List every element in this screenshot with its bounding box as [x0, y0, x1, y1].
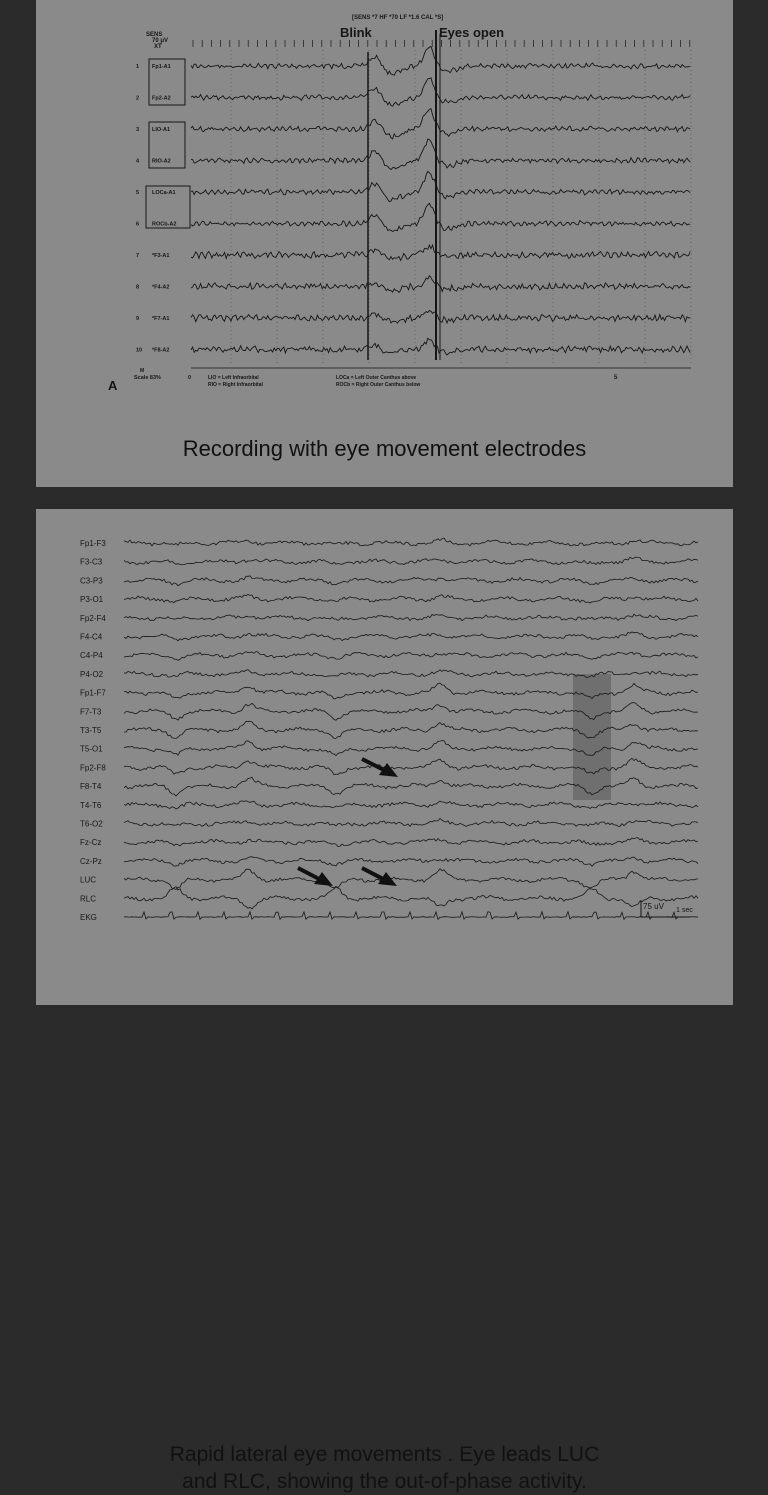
eeg-trace — [124, 887, 698, 909]
slide-caption — [36, 1441, 733, 1495]
channel-number: 10 — [136, 347, 143, 354]
eeg-trace — [124, 632, 698, 641]
channel-number: 6 — [136, 221, 140, 228]
channel-label: F8-T4 — [80, 782, 102, 792]
calibration-time: 1 sec — [676, 907, 693, 914]
channel-label: F4-C4 — [80, 632, 103, 642]
eeg-trace — [191, 109, 690, 139]
channel-label: T6-O2 — [80, 819, 103, 829]
eeg-trace — [124, 869, 698, 890]
time-tick-row — [193, 40, 690, 47]
channel-number: 7 — [136, 253, 140, 259]
eeg-trace — [191, 338, 690, 355]
channel-label: *F3-A1 — [152, 253, 170, 259]
channel-label: Fp1-A1 — [152, 64, 171, 70]
eeg-traces — [191, 47, 690, 355]
calibration-amplitude: 75 uV — [643, 902, 664, 911]
channel-label: P4-O2 — [80, 669, 104, 679]
channel-labels — [80, 539, 106, 922]
channel-number: 9 — [136, 316, 140, 322]
channel-label: Fp2-F4 — [80, 613, 106, 623]
sensitivity-value: 70 μV — [152, 38, 169, 44]
channel-number: 2 — [136, 95, 140, 102]
channel-number: 8 — [136, 284, 140, 291]
channel-label: T4-T6 — [80, 800, 102, 810]
panel-letter: A — [108, 378, 118, 393]
channel-label: RIO-A2 — [152, 158, 171, 165]
eeg-trace — [191, 311, 690, 324]
eeg-trace — [124, 557, 698, 565]
eeg-trace — [124, 818, 698, 826]
channel-label: LOCa-A1 — [152, 190, 176, 196]
channel-label: *F8-A2 — [152, 347, 170, 354]
eeg-trace — [124, 777, 698, 796]
channel-label: LUC — [80, 875, 97, 885]
channel-label: F3-C3 — [80, 557, 103, 567]
arrow-icon — [298, 868, 333, 886]
eeg-trace — [191, 276, 690, 293]
channel-label: C3-P3 — [80, 576, 103, 586]
eeg-trace — [124, 912, 698, 920]
eeg-trace — [124, 857, 698, 867]
sensitivity-label: SENS — [146, 32, 163, 38]
eeg-trace — [124, 801, 698, 809]
eeg-figure-a — [36, 0, 733, 420]
channel-label: *F4-A2 — [152, 284, 170, 291]
eeg-trace — [124, 538, 698, 546]
eeg-trace — [191, 203, 690, 231]
eeg-trace — [124, 838, 698, 847]
eeg-trace — [124, 741, 698, 756]
slide-caption: Recording with eye movement electrodes — [182, 436, 587, 461]
eeg-trace — [191, 245, 690, 260]
recording-settings-header: [SENS *7 HF *70 LF *1.6 CAL *S] — [352, 15, 444, 21]
channel-label: Fz-Cz — [80, 838, 102, 848]
eeg-trace — [191, 47, 690, 76]
legend-loca: LOCa = Left Outer Canthus above — [336, 375, 417, 381]
channel-number: 5 — [136, 190, 140, 196]
channel-label: Cz-Pz — [80, 856, 102, 866]
eeg-trace — [124, 703, 698, 721]
eeg-trace — [124, 594, 698, 603]
channel-label: *F7-A1 — [152, 316, 170, 322]
eeg-figure-b — [36, 509, 733, 929]
eeg-trace — [124, 670, 698, 678]
channel-label: EKG — [80, 913, 97, 922]
channel-label: Fp1-F3 — [80, 539, 106, 548]
scale-zero: 0 — [188, 375, 192, 381]
channel-label: C4-P4 — [80, 651, 103, 661]
eeg-trace — [191, 78, 690, 107]
channel-label: Fp1-F7 — [80, 688, 106, 698]
slide-eye-electrode-recording — [36, 0, 733, 487]
eeg-trace — [191, 171, 690, 201]
channel-label: LIO-A1 — [152, 127, 171, 133]
highlight-box — [573, 674, 611, 800]
eeg-trace — [124, 614, 698, 621]
eeg-trace — [124, 721, 698, 738]
channel-labels — [136, 64, 176, 354]
eeg-trace — [191, 139, 690, 170]
channel-label: T3-T5 — [80, 726, 102, 735]
event-label-blink: Blink — [340, 25, 372, 40]
channel-label: T5-O1 — [80, 744, 103, 754]
channel-label: F7-T3 — [80, 707, 102, 717]
caption-line: Rapid lateral eye movements . Eye leads LUC — [169, 1443, 600, 1466]
scale-letter: M — [140, 368, 145, 374]
timeline-mark: 5 — [614, 375, 618, 381]
channel-number: 3 — [136, 127, 140, 133]
caption-line: and RLC, showing the out-of-phase activity. — [182, 1470, 587, 1493]
legend-rio: RIO = Right Infraorbital — [208, 382, 263, 388]
channel-number: 1 — [136, 64, 140, 70]
sensitivity-unit: XT — [154, 44, 162, 50]
legend-rocb: ROCb = Right Outer Canthus below — [336, 382, 421, 388]
channel-label: ROCb-A2 — [152, 221, 177, 228]
eeg-trace — [124, 758, 698, 775]
legend-lio: LIO = Left Infraorbital — [208, 375, 259, 381]
channel-label: RLC — [80, 894, 97, 904]
event-label-eyes-open: Eyes open — [439, 25, 505, 40]
eeg-trace — [124, 576, 698, 586]
arrow-icon — [362, 868, 397, 886]
channel-number: 4 — [136, 158, 140, 165]
eeg-trace — [124, 683, 698, 699]
eeg-traces — [124, 538, 698, 919]
eeg-trace — [124, 651, 698, 660]
scale-text: Scale 83% — [134, 375, 161, 381]
channel-label: P3-O1 — [80, 595, 104, 605]
slide-rapid-eye-movements — [36, 509, 733, 1493]
channel-label: Fp2-F8 — [80, 763, 106, 773]
channel-label: Fp2-A2 — [152, 95, 171, 102]
